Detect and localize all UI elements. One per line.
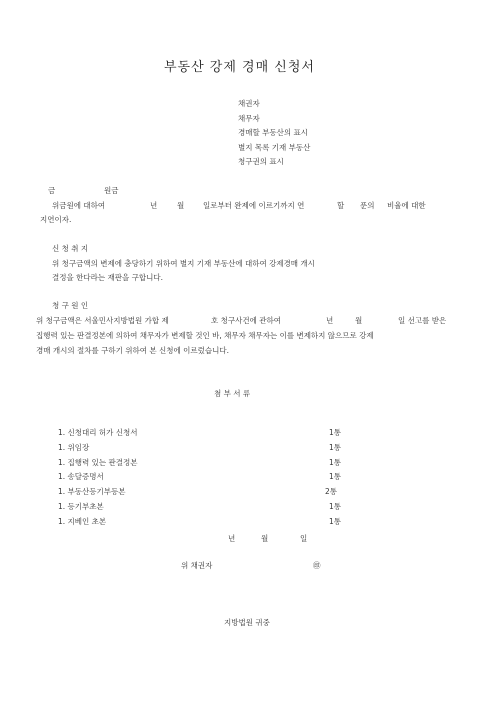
attachment-item-count: 1통 (329, 517, 342, 526)
reason-line1-c: 일 선고를 받은 (398, 316, 447, 325)
court-addressee: 지방법원 귀중 (224, 618, 270, 627)
reason-heading: 청 구 원 인 (52, 301, 89, 310)
attachment-item-count: 1통 (329, 428, 342, 437)
attachments-heading: 첨 부 서 류 (214, 389, 251, 398)
date-day: 일 (300, 534, 308, 543)
principal-label: 원금 (104, 186, 119, 195)
attachment-item-count: 1통 (329, 458, 342, 467)
reason-line2: 집행력 있는 판결정본에 의하여 채무자가 변제할 것인 바, 채무자 채무자는 이를 변제하지 않으므로 강제 (36, 331, 374, 340)
attachment-item-name: 1. 부동산등기부등본 (58, 487, 126, 496)
creditor-label: 채권자 (238, 99, 260, 108)
document-title: 부동산 강제 경매 신청서 (164, 60, 315, 75)
reason-line1-month: 월 (355, 316, 363, 325)
attachment-item-name: 1. 신청대리 허가 신청서 (58, 428, 138, 437)
attachment-item-name: 1. 지베인 초본 (58, 517, 107, 526)
property-label: 경매할 부동산의 표시 (238, 128, 308, 137)
attachment-item-count: 2통 (325, 487, 338, 496)
amount-line1-month: 월 (177, 201, 185, 210)
claim-label: 청구권의 표시 (238, 157, 284, 166)
reason-line1-year: 년 (326, 316, 334, 325)
amount-line1-a: 위금원에 대하여 (52, 201, 106, 210)
date-year: 년 (228, 534, 236, 543)
reason-line1-a: 위 청구금액은 서울민사지방법원 가합 제 (36, 316, 169, 325)
reason-line3: 경매 개시의 절차를 구하기 위하여 본 신청에 이르렀습니다. (36, 346, 229, 355)
attachment-item-name: 1. 위임장 (58, 443, 90, 452)
date-month: 월 (261, 534, 269, 543)
attachment-item-name: 1. 송달증명서 (58, 472, 104, 481)
purpose-heading: 신 청 취 지 (52, 244, 89, 253)
purpose-line2: 결정을 한다라는 재판을 구합니다. (52, 273, 163, 282)
attachment-item-name: 1. 등기부초본 (58, 502, 104, 511)
seal-mark: ㊞ (313, 561, 321, 570)
attachment-item-count: 1통 (329, 472, 342, 481)
signature-label: 위 채권자 (181, 561, 213, 570)
amount-line2: 지연이자. (40, 215, 72, 224)
attachment-item-name: 1. 집행력 있는 판결정본 (58, 458, 138, 467)
amount-label: 금 (48, 186, 56, 195)
amount-line1-c: 할 (337, 201, 345, 210)
debtor-label: 채무자 (238, 114, 260, 123)
amount-line1-e: 비율에 대한 (387, 201, 426, 210)
reason-line1-b: 호 청구사건에 관하여 (211, 316, 281, 325)
amount-line1-year: 년 (150, 201, 158, 210)
attachment-item-count: 1통 (329, 502, 342, 511)
amount-line1-d: 푼의 (360, 201, 375, 210)
amount-line1-b: 일로부터 완제에 이르기까지 연 (203, 201, 305, 210)
purpose-line1: 위 청구금액의 변제에 충당하기 위하여 별지 기재 부동산에 대하여 강제경매 개시 (52, 259, 315, 268)
property-detail-label: 별지 목록 기재 부동산 (238, 143, 311, 152)
attachment-item-count: 1통 (329, 443, 342, 452)
